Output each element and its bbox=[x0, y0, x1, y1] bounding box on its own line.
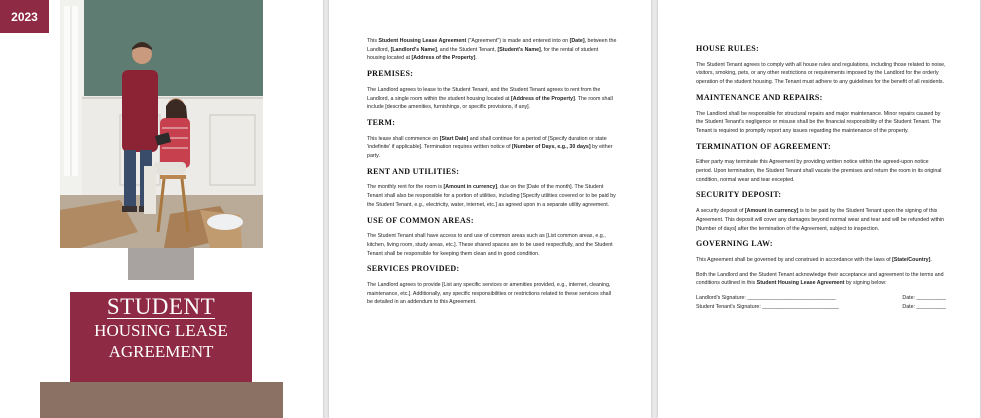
decorative-base bbox=[40, 382, 283, 418]
rent-bold: [Amount in currency] bbox=[443, 184, 498, 191]
cover-title-line3: AGREEMENT bbox=[108, 342, 214, 361]
page-3-content bbox=[696, 38, 946, 311]
rent-text: The monthly rent for the room is bbox=[367, 184, 444, 191]
intro-text: , for the rental of student housing located at bbox=[367, 46, 599, 62]
section-heading-premises: PREMISES: bbox=[367, 69, 414, 79]
cover-title-box bbox=[70, 292, 252, 382]
rent-text: , due on the [Date of the month]. The Student Tenant shall also be responsible for a portion of utilities, including [Specify utilities covered or to be paid by the Student Tenant, e.g., electricity, water, internet, etc.] as agreed upon in a separate utility agreement. bbox=[367, 184, 616, 208]
deposit-text: is to be paid by the Student Tenant upon the signing of this Agreement. This deposit will cover any damages beyond normal wear and tear and will be refunded within [Number of days] after the termination of the Agreement, subject to inspection. bbox=[696, 208, 945, 232]
section-heading-maintenance: MAINTENANCE AND REPAIRS: bbox=[696, 92, 823, 102]
term-text: and shall continue for a period of [Specify duration or state 'indefinite' if applicable]. Termination requires written notice of bbox=[367, 135, 607, 151]
deposit-bold: [Amount in currency] bbox=[744, 208, 799, 215]
cover-title-line2: HOUSING LEASE bbox=[94, 321, 228, 340]
cover-photo bbox=[60, 0, 263, 248]
tenant-date: Date: __________ bbox=[902, 303, 946, 310]
term-paragraph bbox=[367, 135, 617, 161]
law-bold: [State/Country] bbox=[892, 256, 931, 263]
maintenance-paragraph: The Landlord shall be responsible for structural repairs and major maintenance. Minor repairs caused by the Student Tenant's negligence or misuse shall be the financial responsibility of the Student Tenant. The Tenant is required to promptly report any issues regarding the maintenance of the property. bbox=[696, 110, 941, 134]
law-text: . bbox=[930, 256, 932, 263]
governing-law-paragraph bbox=[696, 256, 946, 265]
page-2-content bbox=[367, 37, 617, 313]
document-page-3 bbox=[658, 0, 980, 418]
deposit-paragraph bbox=[696, 207, 946, 233]
intro-text: , between the Landlord, bbox=[367, 38, 617, 53]
intro-text: , and the Student Tenant, bbox=[436, 46, 498, 53]
section-heading-services: SERVICES PROVIDED: bbox=[367, 264, 460, 274]
landlord-signature: Landlord's Signature: ______________________________ bbox=[696, 295, 836, 302]
section-heading-termination: TERMINATION OF AGREEMENT: bbox=[696, 141, 831, 151]
term-text: This lease shall commence on bbox=[367, 135, 440, 142]
year-badge: 2023 bbox=[0, 0, 49, 33]
landlord-date: Date: __________ bbox=[902, 295, 946, 302]
house-rules-paragraph: The Student Tenant agrees to comply with all house rules and regulations, including those related to noise, visitors, smoking, pets, or any other restrictions or requirements imposed by the Landlord for the orderly operation of the student housing. The Tenant must adhere to any guidelines for the benefit of all residents. bbox=[696, 61, 946, 86]
section-heading-deposit: SECURITY DEPOSIT: bbox=[696, 190, 782, 200]
decorative-tab bbox=[128, 248, 194, 280]
cover-page bbox=[0, 0, 323, 418]
term-bold: [Start Date] bbox=[439, 135, 469, 142]
termination-paragraph: Either party may terminate this Agreement by providing written notice within the agreed-upon notice period. Upon termination, the Student Tenant shall vacate the premises and return the room in its original condition, normal wear and tear excepted. bbox=[696, 159, 942, 183]
document-page-2 bbox=[329, 0, 651, 418]
intro-bold: [Landlord's Name] bbox=[390, 46, 437, 53]
section-heading-house-rules: HOUSE RULES: bbox=[696, 44, 759, 53]
premises-text: The Landlord agrees to lease to the Student Tenant, and the Student Tenant agrees to rent from the Landlord, a single room within the student housing located at bbox=[367, 86, 601, 102]
premises-paragraph bbox=[367, 86, 617, 112]
landlord-signature-line bbox=[696, 294, 946, 303]
intro-bold: [Address of the Property] bbox=[411, 55, 476, 62]
term-bold: [Number of Days, e.g., 30 days] bbox=[512, 144, 591, 151]
rent-paragraph bbox=[367, 183, 617, 209]
premises-bold: [Address of the Property] bbox=[511, 95, 575, 102]
services-paragraph: The Landlord agrees to provide [List any specific services or amenities provided, e.g., internet, cleaning, maintenance, etc.]. Additionally, any specific responsibilities or restrictions related to these services shall be detailed in an addendum to this Agreement. bbox=[367, 282, 611, 306]
deposit-text: A security deposit of bbox=[696, 208, 745, 215]
tenant-signature: Student Tenant's Signature: __________________________ bbox=[696, 303, 839, 310]
intro-bold: [Date] bbox=[569, 38, 585, 44]
section-heading-common-areas: USE OF COMMON AREAS: bbox=[367, 215, 474, 225]
intro-bold: [Student's Name] bbox=[497, 46, 541, 53]
closing-bold: Student Housing Lease Agreement bbox=[756, 280, 845, 287]
law-text: This Agreement shall be governed by and construed in accordance with the laws of bbox=[696, 256, 893, 263]
closing-text: Both the Landlord and the Student Tenant acknowledge their acceptance and agreement to the terms and conditions outlined in this bbox=[696, 271, 944, 287]
closing-paragraph bbox=[696, 271, 946, 288]
intro-text: This bbox=[367, 38, 379, 44]
common-areas-paragraph: The Student Tenant shall have access to and use of common areas such as [List common areas, e.g., kitchen, living room, study areas, etc.]. These shared spaces are to be used respectfully, and the Student Tenant shall be responsible for keeping them clean and in good condition. bbox=[367, 233, 613, 257]
premises-text: . The room shall include [describe amenities, furnishings, or specific provisions, if any]. bbox=[367, 95, 613, 111]
intro-bold: Student Housing Lease Agreement bbox=[378, 38, 467, 44]
intro-text: . bbox=[475, 55, 477, 62]
closing-text: by signing below: bbox=[844, 280, 887, 287]
cover-title-line1: STUDENT bbox=[106, 294, 216, 319]
intro-text: ("Agreement") is made and entered into on bbox=[466, 38, 570, 44]
intro-paragraph bbox=[367, 37, 617, 63]
section-heading-governing-law: GOVERNING LAW: bbox=[696, 239, 773, 249]
section-heading-rent: RENT AND UTILITIES: bbox=[367, 166, 460, 176]
term-text: by either party. bbox=[367, 144, 613, 160]
section-heading-term: TERM: bbox=[367, 117, 396, 127]
tenant-signature-line bbox=[696, 303, 946, 312]
